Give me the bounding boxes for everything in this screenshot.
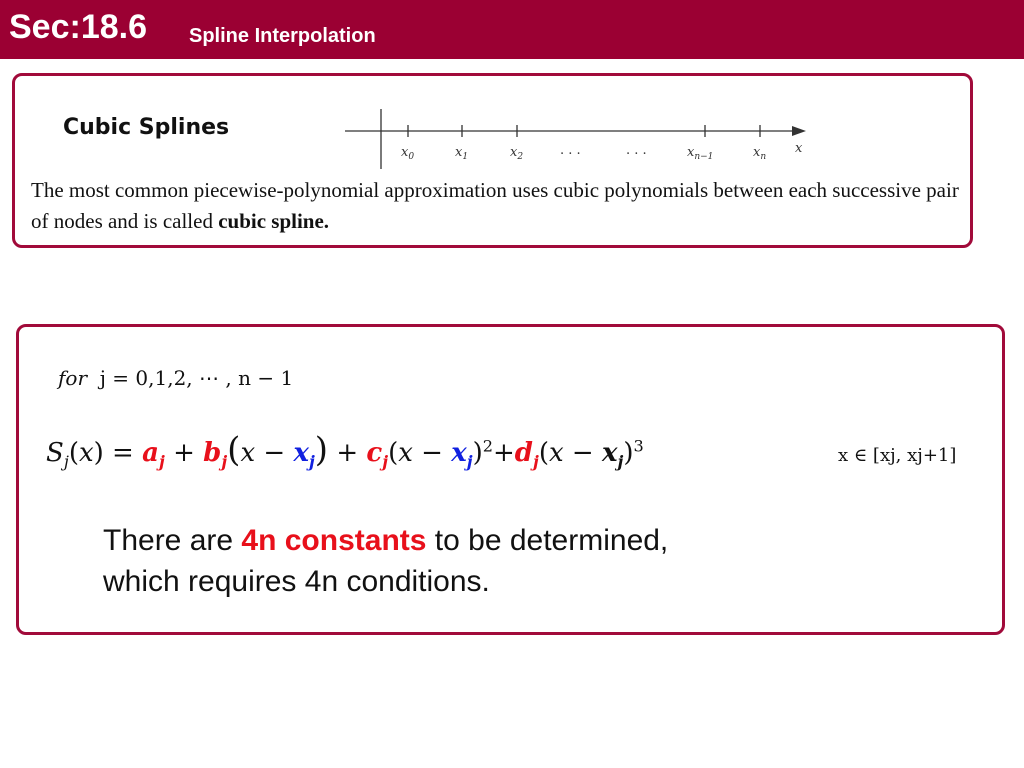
tick-label-dots-1: . . . (560, 143, 581, 158)
node-axis-diagram (340, 106, 810, 172)
axis-arrow (792, 126, 806, 136)
tick-label-xn-1: $x_{n-1}$ (687, 145, 714, 162)
j-range: j = 0,1,2, ⋯ , n − 1 (99, 366, 294, 390)
tick-label-x0: $x_0$ (401, 145, 415, 162)
constants-note (103, 520, 668, 602)
slide-header (0, 0, 1024, 59)
description-text: The most common piecewise-polynomial approximation uses cubic polynomials between each successive pair of nodes and is called (31, 178, 959, 233)
cubic-splines-title: Cubic Splines (63, 115, 230, 140)
tick-label-x2: $x_2$ (510, 145, 524, 162)
tick-label-dots-2: . . . (626, 143, 647, 158)
tick-label-xn: $x_n$ (753, 145, 767, 162)
spline-formula: $S_j(x) = a_j + b_j(x - x_j) + c_j(x - x_j)^2+d_j(x - x_j)^3$ (46, 430, 644, 472)
note-text-1: There are (103, 524, 242, 557)
interval-condition: x ∈ [xj, xj+1] (838, 445, 957, 466)
section-title: Spline Interpolation (189, 25, 376, 47)
axis-label-x: x (795, 141, 803, 156)
note-highlight: 4n constants (241, 524, 427, 557)
tick-label-x1: $x_1$ (455, 145, 469, 162)
note-text-2: to be determined, (426, 524, 669, 557)
description-term: cubic spline. (218, 209, 330, 233)
cubic-spline-description (31, 175, 961, 237)
note-text-3: which requires 4n conditions. (103, 565, 490, 598)
section-number: Sec:18.6 (9, 8, 147, 46)
for-keyword: for (58, 366, 88, 390)
index-range (58, 366, 293, 390)
